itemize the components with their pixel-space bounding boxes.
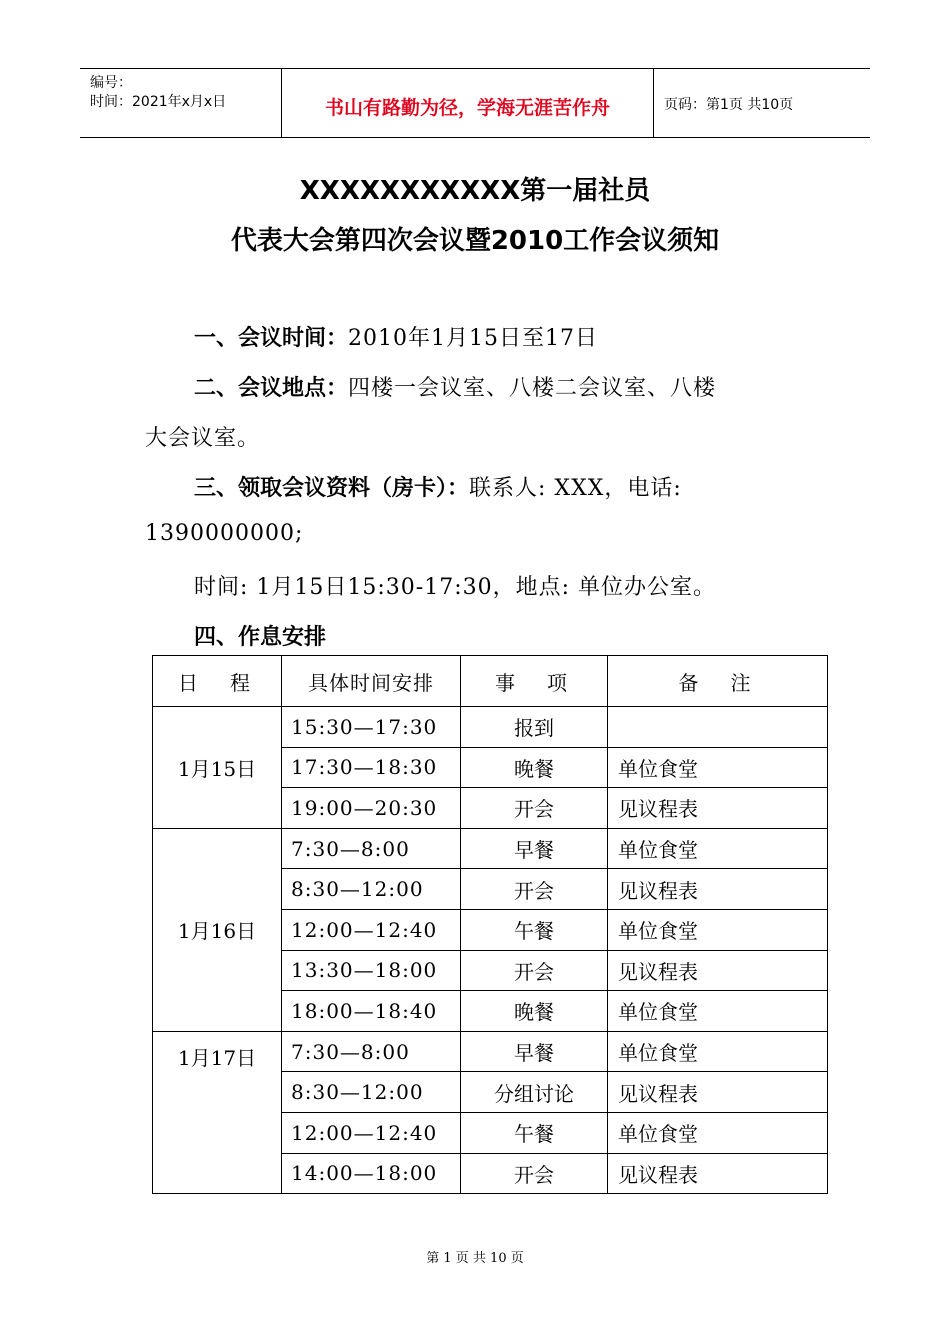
header-motto-cell — [282, 69, 654, 137]
time-cell: 12:00—12:40 — [282, 909, 461, 950]
header-page-cell — [654, 69, 870, 137]
page-header — [80, 68, 870, 138]
table-row — [153, 707, 828, 748]
meeting-time-value: 2010年1月15日至17日 — [348, 326, 598, 351]
event-cell: 分组讨论 — [461, 1072, 608, 1113]
note-cell: 见议程表 — [608, 869, 828, 910]
event-cell: 晚餐 — [461, 747, 608, 788]
document-title-line-2: 代表大会第四次会议暨2010工作会议须知 — [230, 226, 720, 256]
time-cell: 12:00—12:40 — [282, 1112, 461, 1153]
header-meta — [80, 69, 282, 137]
time-cell: 19:00—20:30 — [282, 788, 461, 829]
time-cell: 15:30—17:30 — [282, 707, 461, 748]
note-cell: 单位食堂 — [608, 747, 828, 788]
event-cell: 晚餐 — [461, 991, 608, 1032]
note-cell: 单位食堂 — [608, 909, 828, 950]
note-cell: 见议程表 — [608, 1153, 828, 1194]
materials-time-place: 时间: 1月15日15:30-17:30，地点: 单位办公室。 — [194, 575, 717, 600]
materials-phone: 1390000000; — [145, 521, 304, 546]
document-title-line-1: XXXXXXXXXXX第一届社员 — [299, 176, 651, 206]
event-cell: 开会 — [461, 869, 608, 910]
time-cell: 17:30—18:30 — [282, 747, 461, 788]
event-cell: 开会 — [461, 1153, 608, 1194]
schedule-heading — [194, 620, 326, 651]
time-cell: 14:00—18:00 — [282, 1153, 461, 1194]
time-cell: 7:30—8:00 — [282, 1031, 461, 1072]
table-row — [153, 828, 828, 869]
meeting-time-label: 一、会议时间： — [194, 326, 349, 351]
note-cell: 单位食堂 — [608, 991, 828, 1032]
table-row — [153, 1031, 828, 1072]
note-cell: 见议程表 — [608, 788, 828, 829]
time-cell: 8:30—12:00 — [282, 1072, 461, 1113]
header-motto: 书山有路勤为径，学海无涯苦作舟 — [324, 97, 610, 119]
column-header-date: 日 程 — [153, 656, 282, 707]
document-date: 时间：2021年x月x日 — [90, 94, 227, 110]
time-cell: 18:00—18:40 — [282, 991, 461, 1032]
note-cell: 单位食堂 — [608, 828, 828, 869]
materials-paragraph — [194, 471, 682, 502]
materials-label: 三、领取会议资料（房卡）： — [194, 476, 470, 501]
time-cell: 8:30—12:00 — [282, 869, 461, 910]
note-cell: 单位食堂 — [608, 1112, 828, 1153]
event-cell: 早餐 — [461, 828, 608, 869]
meeting-time-paragraph — [194, 321, 598, 352]
day-cell-jan15: 1月15日 — [153, 707, 282, 829]
document-number: 编号： — [90, 75, 132, 91]
event-cell: 午餐 — [461, 909, 608, 950]
note-cell: 见议程表 — [608, 950, 828, 991]
time-cell: 7:30—8:00 — [282, 828, 461, 869]
event-cell: 午餐 — [461, 1112, 608, 1153]
column-header-event: 事 项 — [461, 656, 608, 707]
note-cell: 见议程表 — [608, 1072, 828, 1113]
note-cell — [608, 707, 828, 748]
note-cell: 单位食堂 — [608, 1031, 828, 1072]
event-cell: 报到 — [461, 707, 608, 748]
event-cell: 开会 — [461, 950, 608, 991]
column-header-note: 备 注 — [608, 656, 828, 707]
meeting-place-label: 二、会议地点： — [194, 376, 349, 401]
meeting-place-paragraph — [194, 371, 716, 402]
time-cell: 13:30—18:00 — [282, 950, 461, 991]
day-cell-jan16: 1月16日 — [153, 828, 282, 1031]
event-cell: 早餐 — [461, 1031, 608, 1072]
page-footer: 第 1 页 共 10 页 — [426, 1251, 524, 1266]
column-header-time: 具体时间安排 — [282, 656, 461, 707]
table-header-row — [153, 656, 828, 707]
header-page-info: 页码：第1页 共10页 — [664, 97, 794, 113]
day-cell-jan17: 1月17日 — [153, 1031, 282, 1193]
schedule-label: 四、作息安排 — [194, 625, 327, 650]
materials-contact: 联系人: XXX，电话: — [469, 476, 682, 501]
event-cell: 开会 — [461, 788, 608, 829]
schedule-table — [152, 655, 828, 1194]
meeting-place-value: 四楼一会议室、八楼二会议室、八楼 — [348, 376, 717, 401]
meeting-place-continuation: 大会议室。 — [145, 426, 261, 451]
